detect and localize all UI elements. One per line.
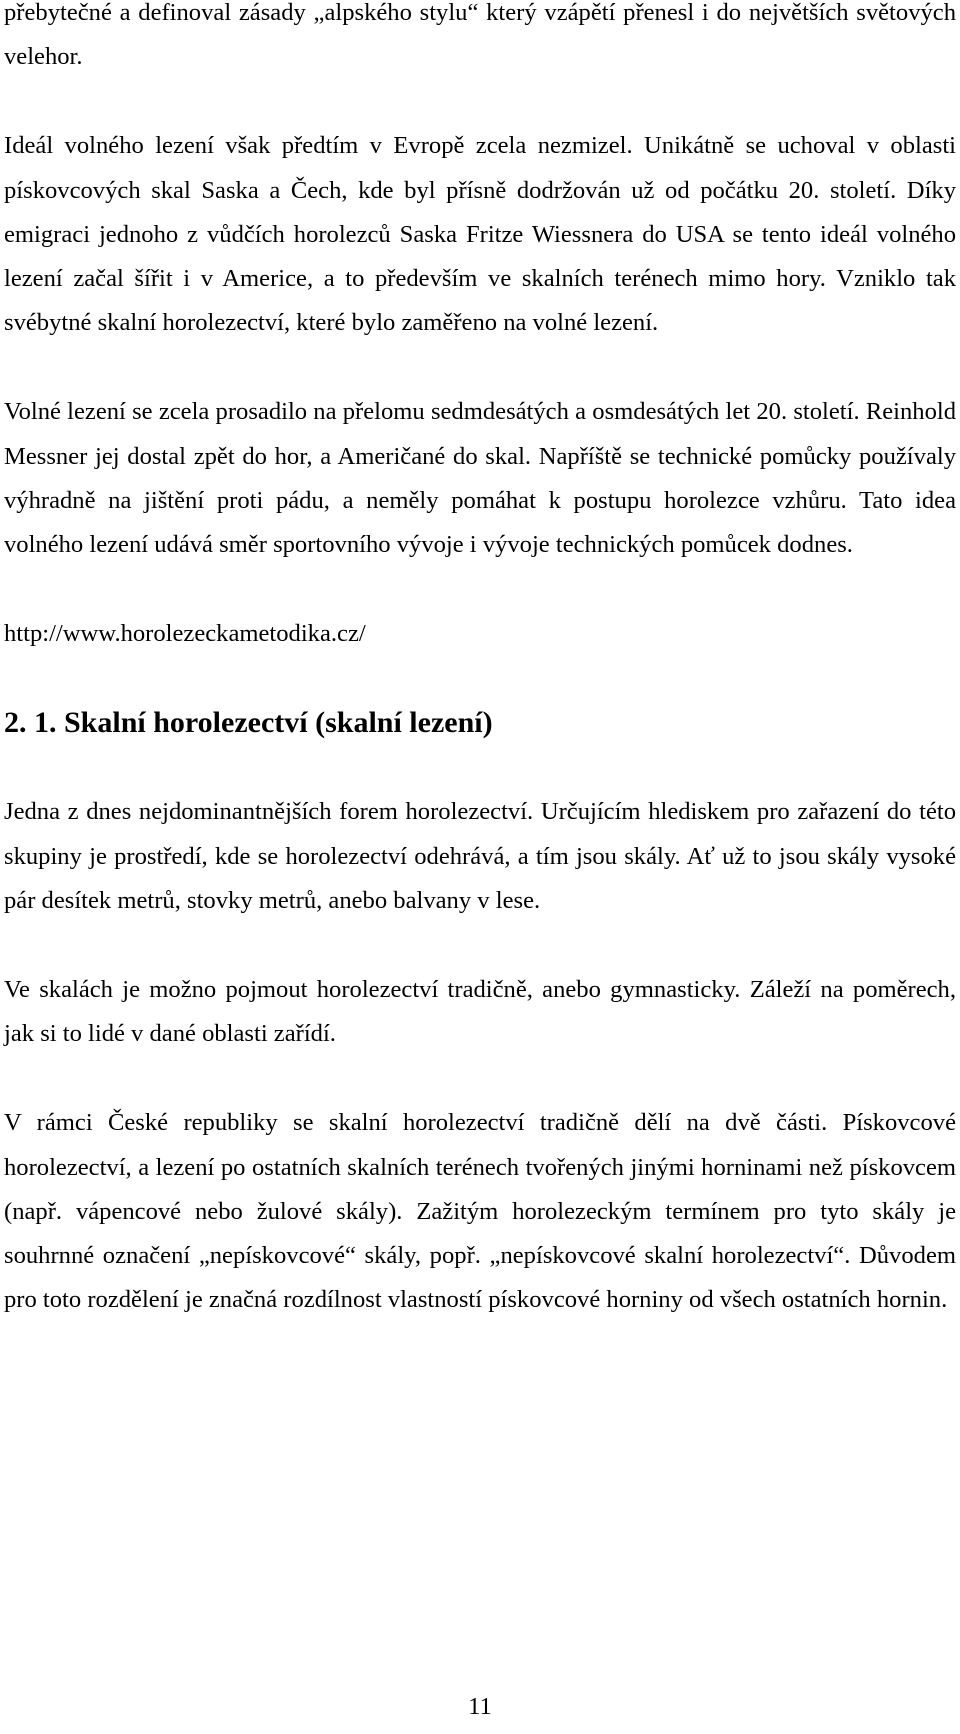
paragraph-czech-division: V rámci České republiky se skalní horolezectví tradičně dělí na dvě části. Pískovcové horolezectví, a lezení po ostatních skalních terénech tvořených jinými horninami než pískovcem (např. vápencové nebo žulové skály). Zažitým horolezeckým termínem pro tyto skály je souhrnné označení „nepískovcové“ skály, popř. „nepískovcové skalní horolezectví“. Důvodem pro toto rozdělení je značná rozdílnost vlastností pískovcové horniny od všech ostatních hornin.: [4, 1109, 956, 1314]
page-number: 11: [468, 1693, 492, 1720]
paragraph-gap: [4, 345, 956, 390]
paragraph-gap: [4, 1056, 956, 1101]
paragraph-traditional-gymnastic: Ve skalách je možno pojmout horolezectví tradičně, anebo gymnasticky. Záleží na poměrech, jak si to lidé v dané oblasti zařídí.: [4, 976, 956, 1048]
section-heading: 2. 1. Skalní horolezectví (skalní lezení): [4, 706, 493, 740]
paragraph-alpine-style: přebytečné a definoval zásady „alpského stylu“ který vzápětí přenesl i do největších světových velehor.: [4, 0, 956, 71]
paragraph-gap: [4, 79, 956, 124]
paragraph-gap: [4, 923, 956, 968]
paragraph-gap: [4, 745, 956, 790]
paragraph-free-climbing-ideal: Ideál volného lezení však předtím v Evropě zcela nezmizel. Unikátně se uchoval v oblasti pískovcových skal Saska a Čech, kde byl přísně dodržován už od počátku 20. století. Díky emigraci jednoho z vůdčích horolezců Saska Fritze Wiessnera do USA se tento ideál volného lezení začal šířit i v Americe, a to především ve skalních terénech mimo hory. Vzniklo tak svébytné skalní horolezectví, které bylo zaměřeno na volné lezení.: [4, 132, 956, 337]
paragraph-gap: [4, 567, 956, 612]
source-link[interactable]: http://www.horolezeckametodika.cz/: [4, 620, 366, 648]
paragraph-free-climbing-established: Volné lezení se zcela prosadilo na přelomu sedmdesátých a osmdesátých let 20. století. Reinhold Messner jej dostal zpět do hor, a Američané do skal. Napříště se technické pomůcky používaly výhradně na jištění proti pádu, a neměly pomáhat k postupu horolezce vzhůru. Tato idea volného lezení udává směr sportovního vývoje i vývoje technických pomůcek dodnes.: [4, 398, 956, 559]
paragraph-gap: [4, 656, 956, 701]
paragraph-rock-climbing-definition: Jedna z dnes nejdominantnějších forem horolezectví. Určujícím hlediskem pro zařazení do této skupiny je prostředí, kde se horolezectví odehrává, a tím jsou skály. Ať už to jsou skály vysoké pár desítek metrů, stovky metrů, anebo balvany v lese.: [4, 798, 956, 914]
